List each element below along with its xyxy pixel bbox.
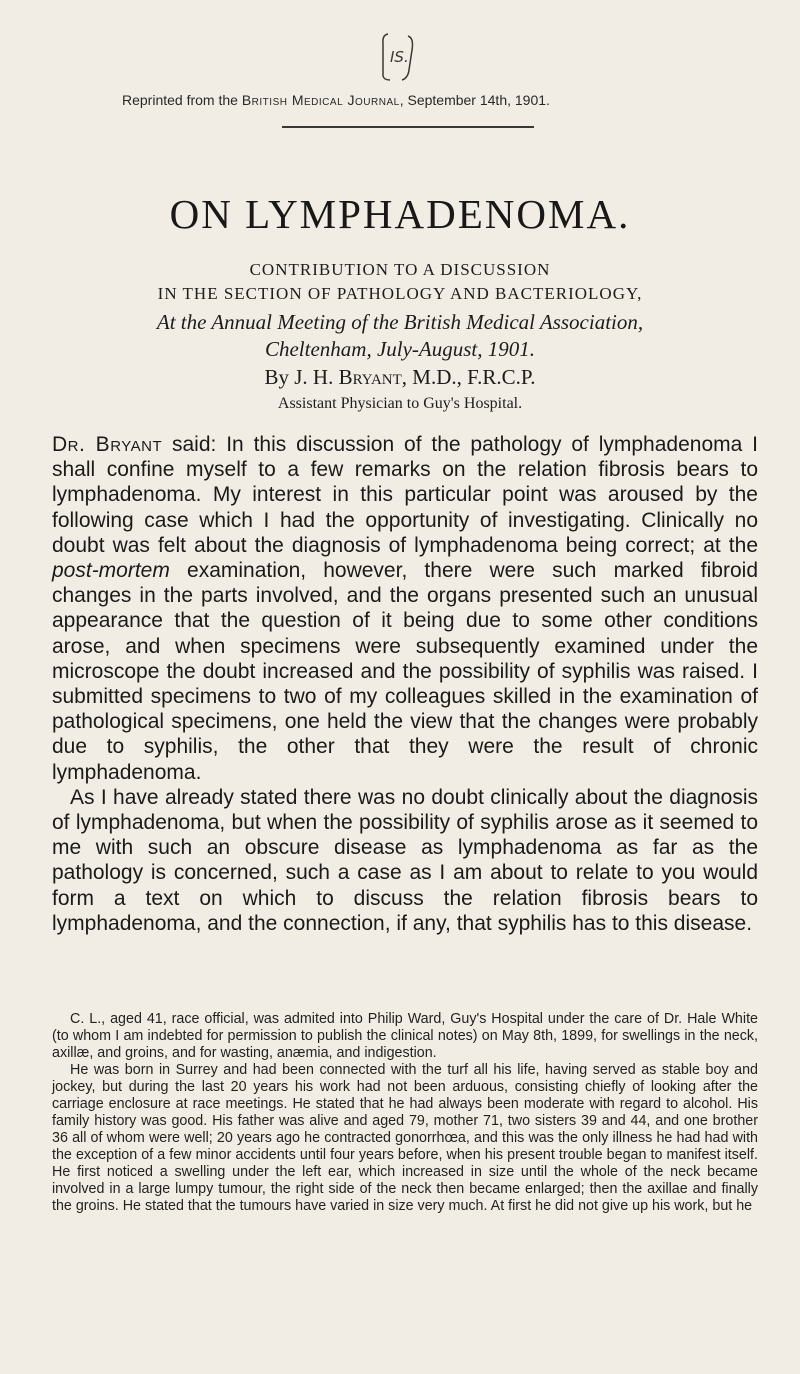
subtitle-line-1: CONTRIBUTION TO A DISCUSSION	[249, 260, 551, 279]
body-text-run: examination, however, there were such marked fibroid changes in the parts involved, and the organs presented such an unusual appearance that the question of it being due to some other conditions arose, and when specimens were subsequently examined under the microscope the doubt increased and the possibility of syphilis was raised. I submitted specimens to two of my colleagues skilled in the examination of pathological specimens, one held the view that the changes were probably due to syphilis, the other that they were the result of chronic lymphadenoma.	[52, 559, 758, 784]
author-position: Assistant Physician to Guy's Hospital.	[277, 395, 523, 412]
library-stamp	[378, 30, 418, 84]
author-surname: Bryant	[338, 365, 402, 389]
article-body	[52, 432, 758, 936]
reprint-date: , September 14th, 1901.	[399, 92, 550, 108]
case-paragraph-1: C. L., aged 41, race official, was admited into Philip Ward, Guy's Hospital under the care of Dr. Hale White (to whom I am indebted for permission to publish the clinical notes) on May 8th, 1899, for swellings in the neck, axillæ, and groins, and for wasting, anæmia, and indigestion.	[52, 1011, 758, 1061]
speaker-name: Dr. Bryant	[52, 433, 163, 456]
header-rule	[282, 126, 534, 128]
body-paragraph-1	[52, 432, 758, 785]
author-byline	[0, 365, 800, 390]
subtitle-line-2: IN THE SECTION OF PATHOLOGY AND BACTERIOLOGY,	[157, 284, 643, 303]
journal-name: British Medical Journal	[241, 92, 400, 108]
case-report	[52, 1011, 758, 1215]
reprint-notice	[122, 92, 742, 108]
article-title: ON LYMPHADENOMA.	[169, 191, 631, 237]
body-text-run: said: In this discussion of the pathology of lymphadenoma I shall confine myself to a few remarks on the relation fibrosis bears to lymphadenoma. My interest in this particular point was aroused by the following case which I had the opportunity of investigating. Clinically no doubt was felt about the diagnosis of lymphadenoma being correct; at the	[52, 433, 758, 557]
author-prefix: By J. H.	[264, 365, 339, 389]
meeting-line-2: Cheltenham, July-August, 1901.	[264, 337, 536, 361]
post-mortem-term: post-mortem	[52, 559, 170, 583]
meeting-line-1: At the Annual Meeting of the British Medical Association,	[156, 310, 644, 334]
stamp-text: IS.	[390, 48, 409, 66]
body-paragraph-2: As I have already stated there was no doubt clinically about the diagnosis of lymphadenoma, but when the possibility of syphilis arose as it seemed to me with such an obscure disease as lymphadenoma as far as the pathology is concerned, such a case as I am about to relate to you would form a text on which to discuss the relation fibrosis bears to lymphadenoma, and the connection, if any, that syphilis has to this disease.	[52, 785, 758, 935]
reprint-prefix: Reprinted from the	[122, 92, 242, 108]
author-degrees: , M.D., F.R.C.P.	[401, 365, 536, 389]
case-paragraph-2: He was born in Surrey and had been connected with the turf all his life, having served as stable boy and jockey, but during the last 20 years his work had not been arduous, consisting chiefly of looking after the carriage enclosure at race meetings. He stated that he had always been moderate with regard to alcohol. His family history was good. His father was alive and aged 79, mother 71, two sisters 39 and 44, and one brother 36 all of whom were well; 20 years ago he contracted gonorrhœa, and this was the only illness he had had with the exception of a few minor accidents until four years before, when his present trouble began to manifest itself. He first noticed a swelling under the left ear, which increased in size until the whole of the neck became involved in a large lumpy tumour, the right side of the neck then became enlarged; then the axillae and finally the groins. He stated that the tumours have varied in size very much. At first he did not give up his work, but he	[52, 1062, 758, 1214]
